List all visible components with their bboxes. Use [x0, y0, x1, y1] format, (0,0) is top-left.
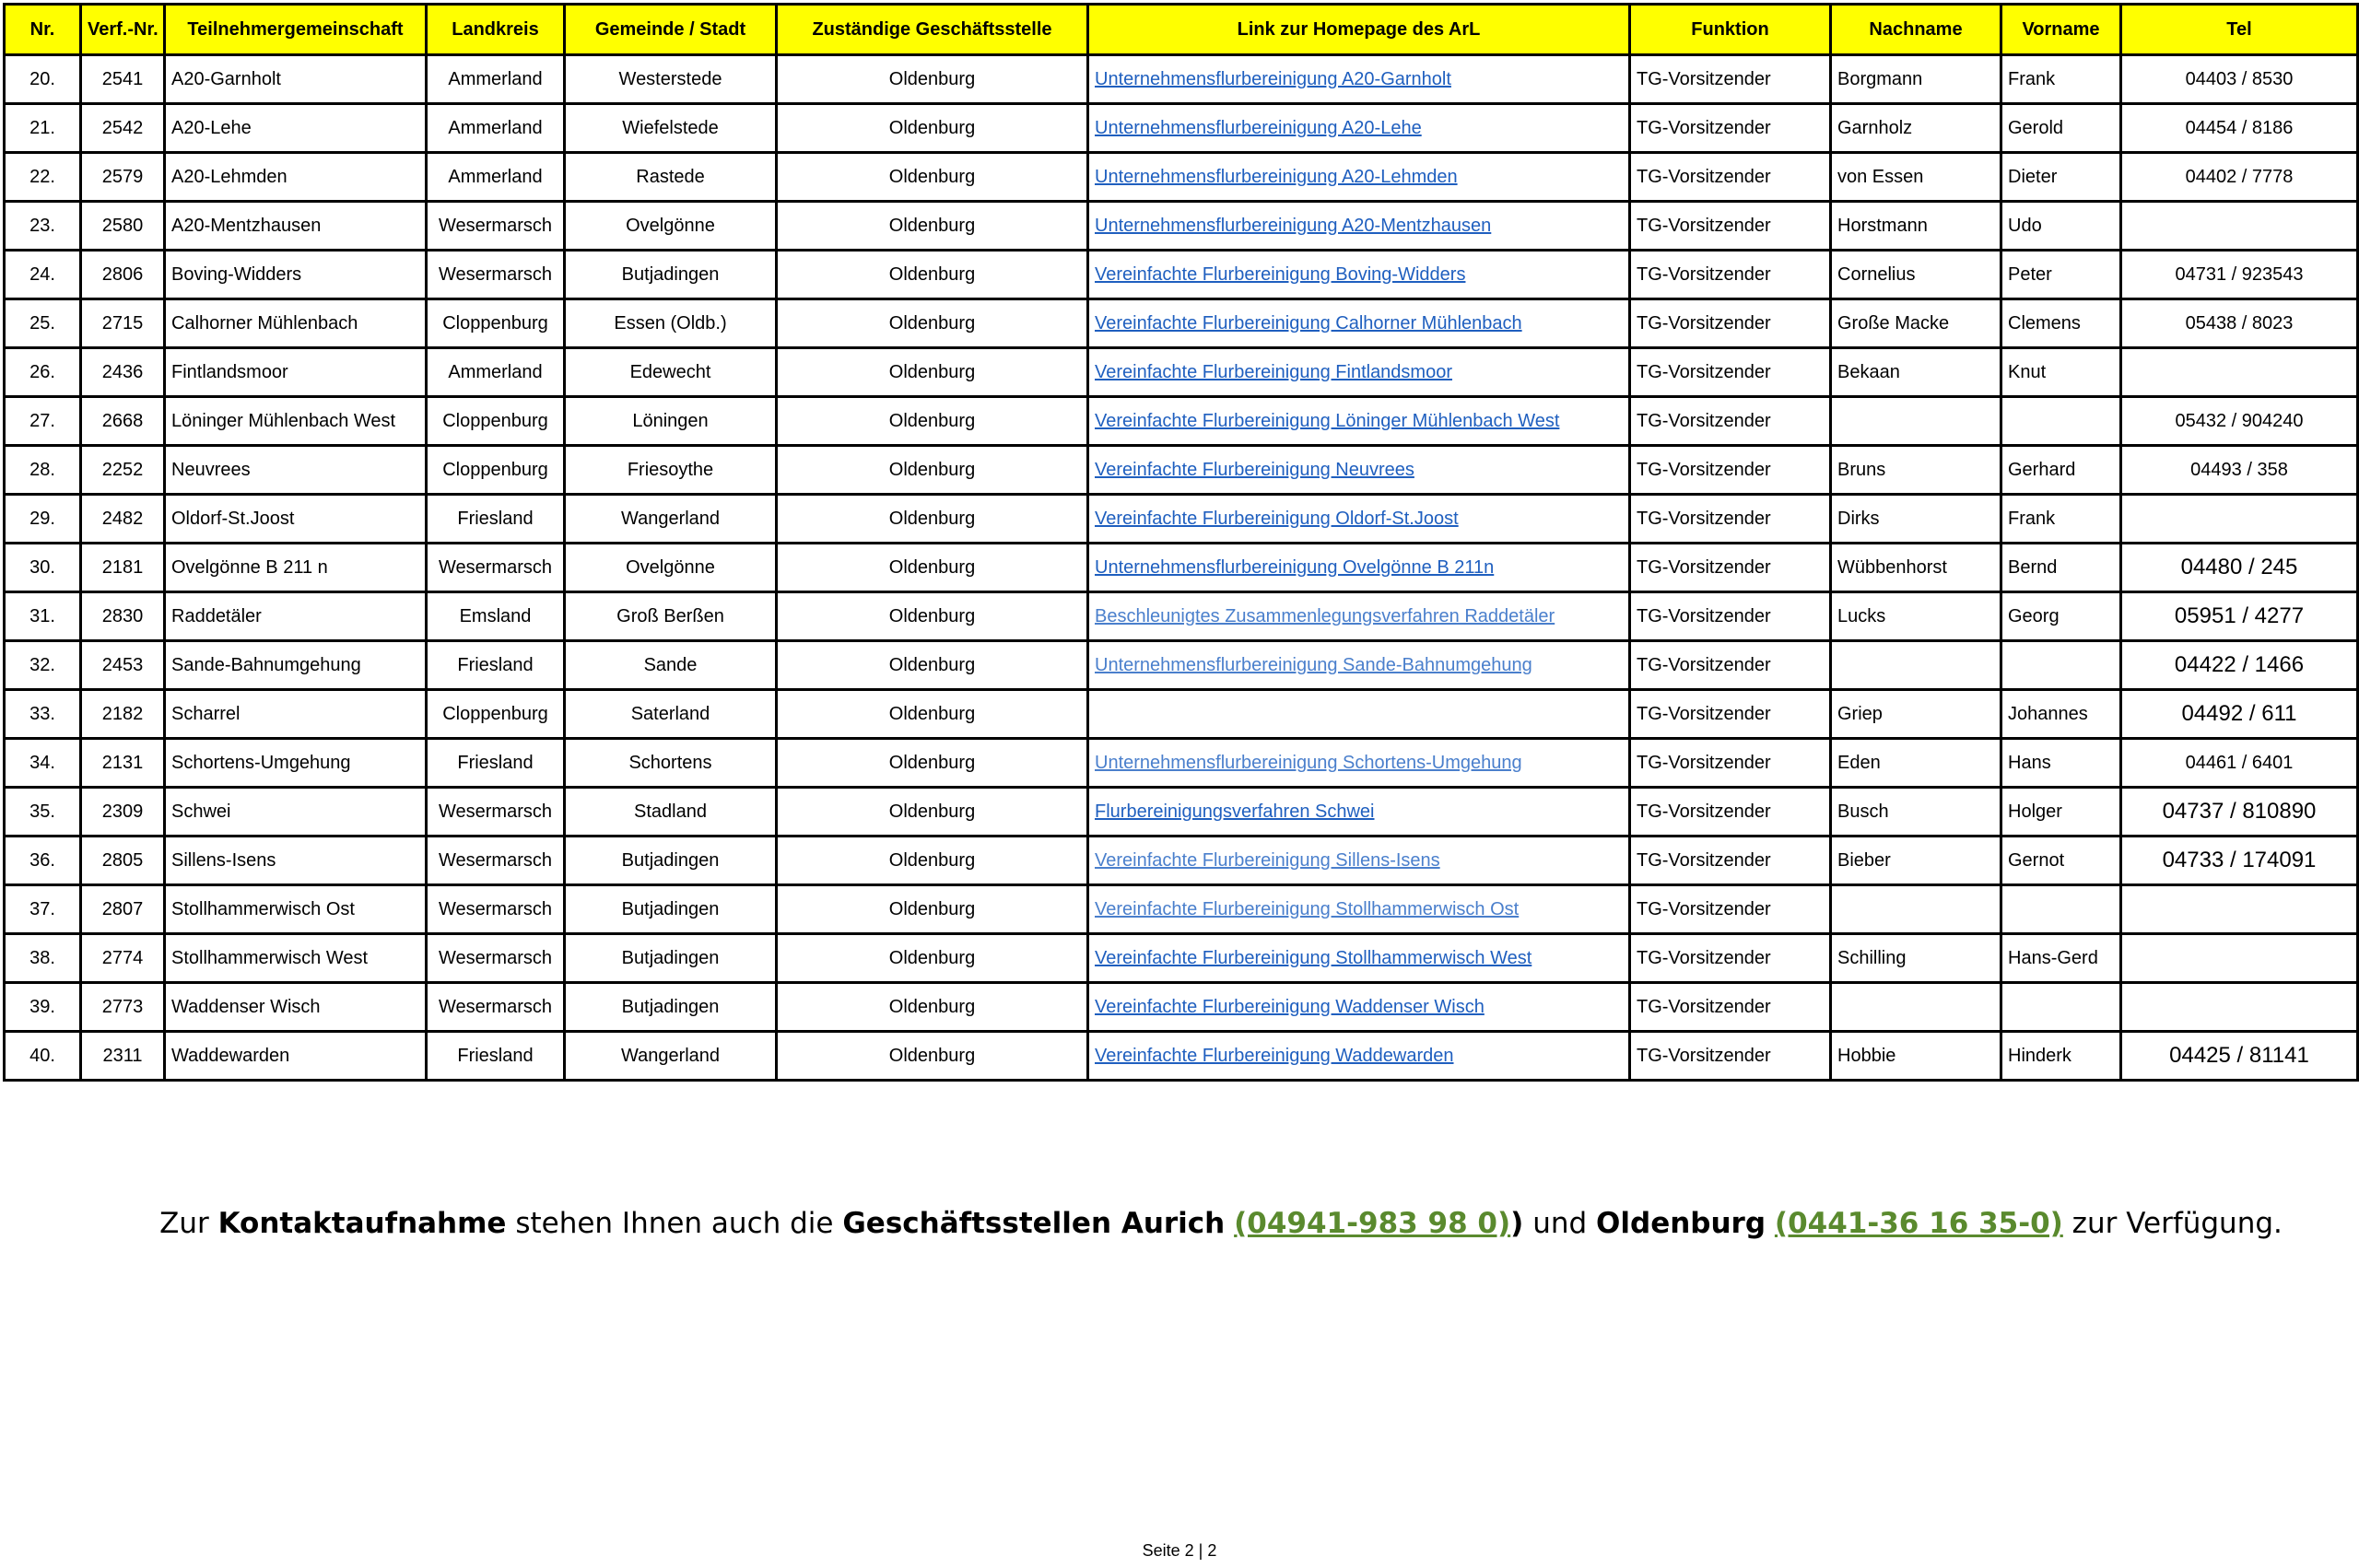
cell-landkreis: Ammerland: [427, 348, 565, 397]
cell-tel: 04402 / 7778: [2121, 153, 2358, 202]
phone-link-aurich[interactable]: (04941-983 98 0): [1234, 1207, 1511, 1240]
cell-funktion: TG-Vorsitzender: [1630, 641, 1831, 690]
cell-verf-nr: 2542: [81, 104, 165, 153]
cell-vorname: Bernd: [2001, 544, 2121, 592]
table-row: [5, 1032, 2358, 1081]
cell-geschaeftsstelle: Oldenburg: [777, 251, 1088, 299]
cell-nr: 24.: [5, 251, 81, 299]
cell-verf-nr: 2453: [81, 641, 165, 690]
cell-teilnehmergemeinschaft: Raddetäler: [165, 592, 427, 641]
cell-verf-nr: 2579: [81, 153, 165, 202]
cell-funktion: TG-Vorsitzender: [1630, 495, 1831, 544]
cell-verf-nr: 2181: [81, 544, 165, 592]
cell-nr: 29.: [5, 495, 81, 544]
cell-verf-nr: 2580: [81, 202, 165, 251]
cell-geschaeftsstelle: Oldenburg: [777, 348, 1088, 397]
cell-teilnehmergemeinschaft: Ovelgönne B 211 n: [165, 544, 427, 592]
cell-nr: 33.: [5, 690, 81, 739]
cell-verf-nr: 2774: [81, 934, 165, 983]
cell-teilnehmergemeinschaft: Neuvrees: [165, 446, 427, 495]
cell-vorname: Hinderk: [2001, 1032, 2121, 1081]
cell-gemeinde: Friesoythe: [565, 446, 777, 495]
cell-funktion: TG-Vorsitzender: [1630, 934, 1831, 983]
cell-nr: 32.: [5, 641, 81, 690]
cell-tel: 04493 / 358: [2121, 446, 2358, 495]
contact-text: und: [1523, 1207, 1597, 1240]
table-header-row: [5, 5, 2358, 55]
contact-bold-aurich: Geschäftsstellen Aurich: [842, 1207, 1226, 1240]
cell-landkreis: Wesermarsch: [427, 885, 565, 934]
contact-bold-kontaktaufnahme: Kontaktaufnahme: [217, 1207, 507, 1240]
header-nachname: Nachname: [1831, 5, 2001, 55]
table-row: [5, 104, 2358, 153]
table-row: [5, 885, 2358, 934]
cell-nachname: Griep: [1831, 690, 2001, 739]
cell-geschaeftsstelle: Oldenburg: [777, 104, 1088, 153]
table-row: [5, 202, 2358, 251]
contact-text: zur Verfügung.: [2062, 1207, 2283, 1240]
cell-link: [1088, 592, 1630, 641]
cell-nachname: Busch: [1831, 788, 2001, 837]
table-row: [5, 299, 2358, 348]
cell-funktion: TG-Vorsitzender: [1630, 397, 1831, 446]
cell-vorname: [2001, 641, 2121, 690]
cell-link: [1088, 55, 1630, 104]
cell-funktion: TG-Vorsitzender: [1630, 690, 1831, 739]
cell-nr: 25.: [5, 299, 81, 348]
cell-tel: 04422 / 1466: [2121, 641, 2358, 690]
cell-landkreis: Wesermarsch: [427, 983, 565, 1032]
homepage-link[interactable]: Unternehmensflurbereinigung A20-Lehmden: [1095, 166, 1458, 187]
header-landkreis: Landkreis: [427, 5, 565, 55]
cell-funktion: TG-Vorsitzender: [1630, 837, 1831, 885]
cell-nachname: Große Macke: [1831, 299, 2001, 348]
cell-teilnehmergemeinschaft: Oldorf-St.Joost: [165, 495, 427, 544]
cell-geschaeftsstelle: Oldenburg: [777, 788, 1088, 837]
cell-gemeinde: Westerstede: [565, 55, 777, 104]
cell-gemeinde: Butjadingen: [565, 885, 777, 934]
cell-tel: 04461 / 6401: [2121, 739, 2358, 788]
cell-gemeinde: Saterland: [565, 690, 777, 739]
cell-landkreis: Friesland: [427, 739, 565, 788]
cell-gemeinde: Wiefelstede: [565, 104, 777, 153]
cell-teilnehmergemeinschaft: Schwei: [165, 788, 427, 837]
cell-funktion: TG-Vorsitzender: [1630, 446, 1831, 495]
contact-bold-oldenburg: Oldenburg: [1596, 1207, 1766, 1240]
cell-landkreis: Cloppenburg: [427, 299, 565, 348]
cell-gemeinde: Groß Berßen: [565, 592, 777, 641]
cell-vorname: [2001, 885, 2121, 934]
cell-vorname: Knut: [2001, 348, 2121, 397]
contact-text: Zur: [159, 1207, 218, 1240]
cell-verf-nr: 2252: [81, 446, 165, 495]
cell-landkreis: Cloppenburg: [427, 446, 565, 495]
cell-landkreis: Cloppenburg: [427, 690, 565, 739]
cell-vorname: Holger: [2001, 788, 2121, 837]
cell-tel: 04737 / 810890: [2121, 788, 2358, 837]
table-row: [5, 690, 2358, 739]
cell-link: [1088, 348, 1630, 397]
homepage-link[interactable]: Beschleunigtes Zusammenlegungsverfahren Raddetäler: [1095, 605, 1555, 626]
cell-nachname: Dirks: [1831, 495, 2001, 544]
cell-vorname: Gerold: [2001, 104, 2121, 153]
cell-geschaeftsstelle: Oldenburg: [777, 739, 1088, 788]
cell-tel: 04480 / 245: [2121, 544, 2358, 592]
header-funktion: Funktion: [1630, 5, 1831, 55]
cell-gemeinde: Schortens: [565, 739, 777, 788]
homepage-link[interactable]: Vereinfachte Flurbereinigung Sillens-Isens: [1095, 849, 1440, 871]
cell-nachname: Eden: [1831, 739, 2001, 788]
cell-teilnehmergemeinschaft: A20-Garnholt: [165, 55, 427, 104]
cell-nr: 26.: [5, 348, 81, 397]
cell-funktion: TG-Vorsitzender: [1630, 251, 1831, 299]
cell-geschaeftsstelle: Oldenburg: [777, 153, 1088, 202]
cell-geschaeftsstelle: Oldenburg: [777, 299, 1088, 348]
cell-link: [1088, 544, 1630, 592]
cell-teilnehmergemeinschaft: Stollhammerwisch West: [165, 934, 427, 983]
cell-gemeinde: Ovelgönne: [565, 202, 777, 251]
cell-nachname: [1831, 641, 2001, 690]
cell-teilnehmergemeinschaft: A20-Lehmden: [165, 153, 427, 202]
homepage-link[interactable]: Unternehmensflurbereinigung A20-Garnholt: [1095, 68, 1451, 89]
cell-landkreis: Emsland: [427, 592, 565, 641]
homepage-link[interactable]: Vereinfachte Flurbereinigung Löninger Mühlenbach West: [1095, 410, 1560, 431]
table-row: [5, 983, 2358, 1032]
cell-teilnehmergemeinschaft: Scharrel: [165, 690, 427, 739]
cell-link: [1088, 104, 1630, 153]
cell-link: [1088, 299, 1630, 348]
cell-nachname: Lucks: [1831, 592, 2001, 641]
cell-nr: 35.: [5, 788, 81, 837]
cell-tel: [2121, 202, 2358, 251]
homepage-link[interactable]: Vereinfachte Flurbereinigung Neuvrees: [1095, 459, 1414, 480]
table-row: [5, 55, 2358, 104]
cell-vorname: Frank: [2001, 495, 2121, 544]
homepage-link[interactable]: Vereinfachte Flurbereinigung Waddewarden: [1095, 1045, 1454, 1066]
cell-link: [1088, 739, 1630, 788]
homepage-link[interactable]: Unternehmensflurbereinigung Sande-Bahnumgehung: [1095, 654, 1532, 675]
cell-landkreis: Ammerland: [427, 104, 565, 153]
cell-nachname: [1831, 885, 2001, 934]
cell-link: [1088, 495, 1630, 544]
cell-verf-nr: 2806: [81, 251, 165, 299]
cell-geschaeftsstelle: Oldenburg: [777, 446, 1088, 495]
cell-landkreis: Friesland: [427, 641, 565, 690]
cell-tel: 04425 / 81141: [2121, 1032, 2358, 1081]
table-row: [5, 348, 2358, 397]
cell-nachname: Wübbenhorst: [1831, 544, 2001, 592]
cell-gemeinde: Stadland: [565, 788, 777, 837]
cell-funktion: TG-Vorsitzender: [1630, 739, 1831, 788]
cell-nr: 30.: [5, 544, 81, 592]
cell-vorname: Clemens: [2001, 299, 2121, 348]
cell-funktion: TG-Vorsitzender: [1630, 202, 1831, 251]
cell-teilnehmergemeinschaft: Waddenser Wisch: [165, 983, 427, 1032]
cell-landkreis: Ammerland: [427, 153, 565, 202]
cell-nr: 21.: [5, 104, 81, 153]
cell-nr: 28.: [5, 446, 81, 495]
cell-teilnehmergemeinschaft: Sillens-Isens: [165, 837, 427, 885]
cell-vorname: Hans-Gerd: [2001, 934, 2121, 983]
cell-geschaeftsstelle: Oldenburg: [777, 934, 1088, 983]
homepage-link[interactable]: Vereinfachte Flurbereinigung Oldorf-St.Joost: [1095, 508, 1459, 529]
cell-nachname: von Essen: [1831, 153, 2001, 202]
table-row: [5, 153, 2358, 202]
cell-verf-nr: 2830: [81, 592, 165, 641]
cell-tel: 05438 / 8023: [2121, 299, 2358, 348]
table-row: [5, 495, 2358, 544]
cell-link: [1088, 202, 1630, 251]
cell-tel: [2121, 885, 2358, 934]
cell-landkreis: Friesland: [427, 495, 565, 544]
table-row: [5, 592, 2358, 641]
cell-vorname: Frank: [2001, 55, 2121, 104]
cell-vorname: Johannes: [2001, 690, 2121, 739]
cell-geschaeftsstelle: Oldenburg: [777, 495, 1088, 544]
cell-verf-nr: 2773: [81, 983, 165, 1032]
table-body: [5, 55, 2358, 1081]
cell-gemeinde: Rastede: [565, 153, 777, 202]
table-row: [5, 544, 2358, 592]
cell-teilnehmergemeinschaft: Schortens-Umgehung: [165, 739, 427, 788]
cell-tel: [2121, 934, 2358, 983]
header-nr: Nr.: [5, 5, 81, 55]
table-row: [5, 446, 2358, 495]
cell-nr: 23.: [5, 202, 81, 251]
cell-tel: 04733 / 174091: [2121, 837, 2358, 885]
cell-landkreis: Wesermarsch: [427, 788, 565, 837]
homepage-link[interactable]: Vereinfachte Flurbereinigung Fintlandsmoor: [1095, 361, 1452, 382]
cell-vorname: [2001, 397, 2121, 446]
table-row: [5, 739, 2358, 788]
header-teilnehmergemeinschaft: Teilnehmergemeinschaft: [165, 5, 427, 55]
cell-funktion: TG-Vorsitzender: [1630, 592, 1831, 641]
cell-nr: 37.: [5, 885, 81, 934]
cell-nachname: Bekaan: [1831, 348, 2001, 397]
cell-link: [1088, 885, 1630, 934]
cell-link: [1088, 251, 1630, 299]
cell-tel: 04731 / 923543: [2121, 251, 2358, 299]
homepage-link[interactable]: Vereinfachte Flurbereinigung Stollhammerwisch West: [1095, 947, 1532, 968]
cell-tel: [2121, 495, 2358, 544]
homepage-link[interactable]: Unternehmensflurbereinigung Ovelgönne B 211n: [1095, 556, 1495, 578]
contact-note: Zur Kontaktaufnahme stehen Ihnen auch die Geschäftsstellen Aurich (04941-983 98 0)) und Oldenburg (0441-36 16 35-0) zur Verfügung.: [159, 1207, 2283, 1240]
cell-link: [1088, 641, 1630, 690]
cell-nachname: Schilling: [1831, 934, 2001, 983]
cell-link: [1088, 397, 1630, 446]
cell-nachname: [1831, 983, 2001, 1032]
cell-vorname: Peter: [2001, 251, 2121, 299]
cell-gemeinde: Sande: [565, 641, 777, 690]
cell-geschaeftsstelle: Oldenburg: [777, 397, 1088, 446]
cell-tel: 04454 / 8186: [2121, 104, 2358, 153]
header-link: Link zur Homepage des ArL: [1088, 5, 1630, 55]
cell-gemeinde: Wangerland: [565, 495, 777, 544]
cell-link: [1088, 788, 1630, 837]
cell-link: [1088, 837, 1630, 885]
cell-geschaeftsstelle: Oldenburg: [777, 837, 1088, 885]
homepage-link[interactable]: Unternehmensflurbereinigung A20-Mentzhausen: [1095, 215, 1492, 236]
cell-gemeinde: Löningen: [565, 397, 777, 446]
cell-verf-nr: 2311: [81, 1032, 165, 1081]
cell-landkreis: Wesermarsch: [427, 544, 565, 592]
homepage-link[interactable]: Vereinfachte Flurbereinigung Boving-Widders: [1095, 263, 1466, 285]
cell-nachname: Bruns: [1831, 446, 2001, 495]
cell-gemeinde: Wangerland: [565, 1032, 777, 1081]
header-verf-nr: Verf.-Nr.: [81, 5, 165, 55]
cell-nr: 36.: [5, 837, 81, 885]
cell-teilnehmergemeinschaft: Boving-Widders: [165, 251, 427, 299]
cell-landkreis: Wesermarsch: [427, 251, 565, 299]
cell-teilnehmergemeinschaft: Fintlandsmoor: [165, 348, 427, 397]
cell-gemeinde: Ovelgönne: [565, 544, 777, 592]
header-gemeinde: Gemeinde / Stadt: [565, 5, 777, 55]
cell-verf-nr: 2482: [81, 495, 165, 544]
cell-verf-nr: 2805: [81, 837, 165, 885]
cell-tel: 05951 / 4277: [2121, 592, 2358, 641]
cell-nr: 22.: [5, 153, 81, 202]
cell-link: [1088, 983, 1630, 1032]
cell-funktion: TG-Vorsitzender: [1630, 544, 1831, 592]
cell-funktion: TG-Vorsitzender: [1630, 104, 1831, 153]
cell-teilnehmergemeinschaft: A20-Lehe: [165, 104, 427, 153]
cell-funktion: TG-Vorsitzender: [1630, 299, 1831, 348]
cell-geschaeftsstelle: Oldenburg: [777, 885, 1088, 934]
cell-vorname: Hans: [2001, 739, 2121, 788]
cell-link: [1088, 934, 1630, 983]
cell-teilnehmergemeinschaft: Sande-Bahnumgehung: [165, 641, 427, 690]
cell-geschaeftsstelle: Oldenburg: [777, 592, 1088, 641]
table-row: [5, 837, 2358, 885]
cell-nachname: Bieber: [1831, 837, 2001, 885]
cell-geschaeftsstelle: Oldenburg: [777, 55, 1088, 104]
contacts-table: [3, 3, 2359, 1082]
cell-link: [1088, 446, 1630, 495]
cell-geschaeftsstelle: Oldenburg: [777, 690, 1088, 739]
cell-nachname: Horstmann: [1831, 202, 2001, 251]
page-footer: Seite 2 | 2: [1142, 1541, 1217, 1560]
contact-text: stehen Ihnen auch die: [506, 1207, 843, 1240]
cell-verf-nr: 2436: [81, 348, 165, 397]
cell-landkreis: Wesermarsch: [427, 934, 565, 983]
cell-tel: [2121, 348, 2358, 397]
table-row: [5, 934, 2358, 983]
cell-geschaeftsstelle: Oldenburg: [777, 1032, 1088, 1081]
contact-text: [1766, 1207, 1775, 1240]
cell-funktion: TG-Vorsitzender: [1630, 885, 1831, 934]
cell-verf-nr: 2715: [81, 299, 165, 348]
cell-verf-nr: 2131: [81, 739, 165, 788]
cell-nachname: Garnholz: [1831, 104, 2001, 153]
cell-teilnehmergemeinschaft: Waddewarden: [165, 1032, 427, 1081]
cell-verf-nr: 2541: [81, 55, 165, 104]
cell-verf-nr: 2182: [81, 690, 165, 739]
cell-gemeinde: Essen (Oldb.): [565, 299, 777, 348]
cell-link: [1088, 1032, 1630, 1081]
cell-nr: 40.: [5, 1032, 81, 1081]
cell-gemeinde: Edewecht: [565, 348, 777, 397]
cell-verf-nr: 2807: [81, 885, 165, 934]
cell-vorname: Gerhard: [2001, 446, 2121, 495]
cell-nr: 34.: [5, 739, 81, 788]
cell-tel: 04403 / 8530: [2121, 55, 2358, 104]
cell-nachname: Borgmann: [1831, 55, 2001, 104]
contact-text: [1225, 1207, 1234, 1240]
cell-nr: 38.: [5, 934, 81, 983]
cell-funktion: TG-Vorsitzender: [1630, 983, 1831, 1032]
cell-landkreis: Ammerland: [427, 55, 565, 104]
cell-landkreis: Wesermarsch: [427, 202, 565, 251]
cell-teilnehmergemeinschaft: Löninger Mühlenbach West: [165, 397, 427, 446]
table-row: [5, 251, 2358, 299]
cell-vorname: Gernot: [2001, 837, 2121, 885]
cell-nachname: Hobbie: [1831, 1032, 2001, 1081]
cell-vorname: Dieter: [2001, 153, 2121, 202]
cell-nr: 31.: [5, 592, 81, 641]
cell-link: [1088, 690, 1630, 739]
cell-nr: 20.: [5, 55, 81, 104]
cell-funktion: TG-Vorsitzender: [1630, 1032, 1831, 1081]
cell-funktion: TG-Vorsitzender: [1630, 788, 1831, 837]
cell-vorname: Georg: [2001, 592, 2121, 641]
homepage-link[interactable]: Unternehmensflurbereinigung A20-Lehe: [1095, 117, 1422, 138]
cell-teilnehmergemeinschaft: Calhorner Mühlenbach: [165, 299, 427, 348]
cell-landkreis: Cloppenburg: [427, 397, 565, 446]
cell-gemeinde: Butjadingen: [565, 251, 777, 299]
cell-verf-nr: 2309: [81, 788, 165, 837]
table-row: [5, 397, 2358, 446]
cell-link: [1088, 153, 1630, 202]
cell-tel: 04492 / 611: [2121, 690, 2358, 739]
cell-tel: [2121, 983, 2358, 1032]
homepage-link[interactable]: Flurbereinigungsverfahren Schwei: [1095, 801, 1375, 822]
cell-nachname: Cornelius: [1831, 251, 2001, 299]
cell-geschaeftsstelle: Oldenburg: [777, 202, 1088, 251]
cell-nr: 39.: [5, 983, 81, 1032]
cell-gemeinde: Butjadingen: [565, 837, 777, 885]
cell-nr: 27.: [5, 397, 81, 446]
cell-teilnehmergemeinschaft: Stollhammerwisch Ost: [165, 885, 427, 934]
cell-geschaeftsstelle: Oldenburg: [777, 544, 1088, 592]
cell-teilnehmergemeinschaft: A20-Mentzhausen: [165, 202, 427, 251]
header-vorname: Vorname: [2001, 5, 2121, 55]
cell-landkreis: Friesland: [427, 1032, 565, 1081]
cell-gemeinde: Butjadingen: [565, 934, 777, 983]
phone-link-oldenburg[interactable]: (0441-36 16 35-0): [1774, 1207, 2063, 1240]
table-row: [5, 641, 2358, 690]
cell-gemeinde: Butjadingen: [565, 983, 777, 1032]
homepage-link[interactable]: Vereinfachte Flurbereinigung Waddenser Wisch: [1095, 996, 1485, 1017]
cell-geschaeftsstelle: Oldenburg: [777, 641, 1088, 690]
cell-tel: 05432 / 904240: [2121, 397, 2358, 446]
cell-funktion: TG-Vorsitzender: [1630, 348, 1831, 397]
header-geschaeftsstelle: Zuständige Geschäftsstelle: [777, 5, 1088, 55]
cell-funktion: TG-Vorsitzender: [1630, 153, 1831, 202]
homepage-link[interactable]: Unternehmensflurbereinigung Schortens-Umgehung: [1095, 752, 1522, 773]
cell-nachname: [1831, 397, 2001, 446]
homepage-link[interactable]: Vereinfachte Flurbereinigung Stollhammerwisch Ost: [1095, 898, 1520, 919]
cell-verf-nr: 2668: [81, 397, 165, 446]
cell-geschaeftsstelle: Oldenburg: [777, 983, 1088, 1032]
homepage-link[interactable]: Vereinfachte Flurbereinigung Calhorner Mühlenbach: [1095, 312, 1522, 333]
header-tel: Tel: [2121, 5, 2358, 55]
cell-vorname: Udo: [2001, 202, 2121, 251]
cell-funktion: TG-Vorsitzender: [1630, 55, 1831, 104]
table-row: [5, 788, 2358, 837]
cell-vorname: [2001, 983, 2121, 1032]
cell-landkreis: Wesermarsch: [427, 837, 565, 885]
